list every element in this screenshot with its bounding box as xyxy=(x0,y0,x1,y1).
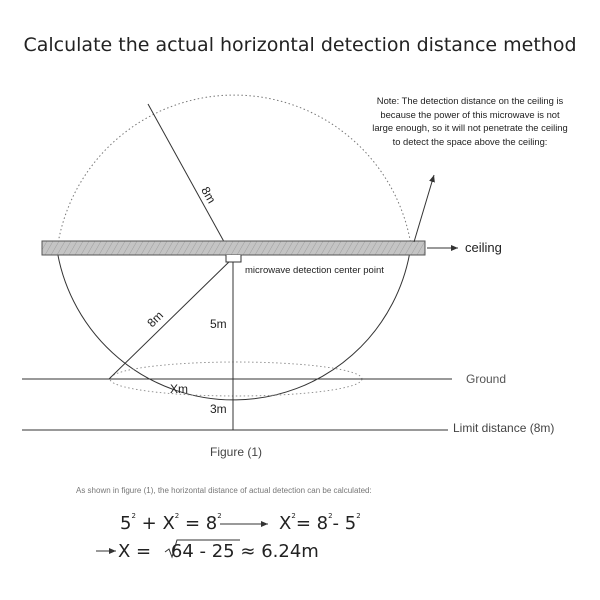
equation-2: X = 64 - 25 ≈ 6.24m xyxy=(118,541,319,562)
label-radius-top: 8m xyxy=(198,184,219,206)
note-arrow xyxy=(414,175,434,242)
label-radius-diagonal: 8m xyxy=(144,308,167,331)
page-title: Calculate the actual horizontal detection distance method xyxy=(23,34,577,56)
detection-circle-upper xyxy=(57,95,411,250)
label-x: Xm xyxy=(170,382,188,396)
label-limit: Limit distance (8m) xyxy=(453,421,555,435)
label-center-point: microwave detection center point xyxy=(245,265,384,276)
label-ground: Ground xyxy=(466,372,507,386)
equation-1-right: $X^2= 8^2-$ $5^2$ xyxy=(279,512,361,534)
label-ceiling: ceiling xyxy=(465,240,502,255)
detector-icon xyxy=(226,255,241,262)
label-height: 5m xyxy=(210,317,227,331)
label-remaining: 3m xyxy=(210,402,227,416)
figure-caption: Figure (1) xyxy=(209,445,262,459)
equation-1-left: $5^2 + X^2 = 8^2$ xyxy=(120,512,222,534)
ceiling-bar xyxy=(42,241,425,255)
calculation-description: As shown in figure (1), the horizontal distance of actual detection can be calculated: xyxy=(76,486,372,495)
radius-line-top xyxy=(148,104,233,258)
note-text: Note: The detection distance on the ceiling is because the power of this microwave is not large enough, so it will not penetrate the ceiling to detect the space above the ceiling: xyxy=(372,95,568,147)
